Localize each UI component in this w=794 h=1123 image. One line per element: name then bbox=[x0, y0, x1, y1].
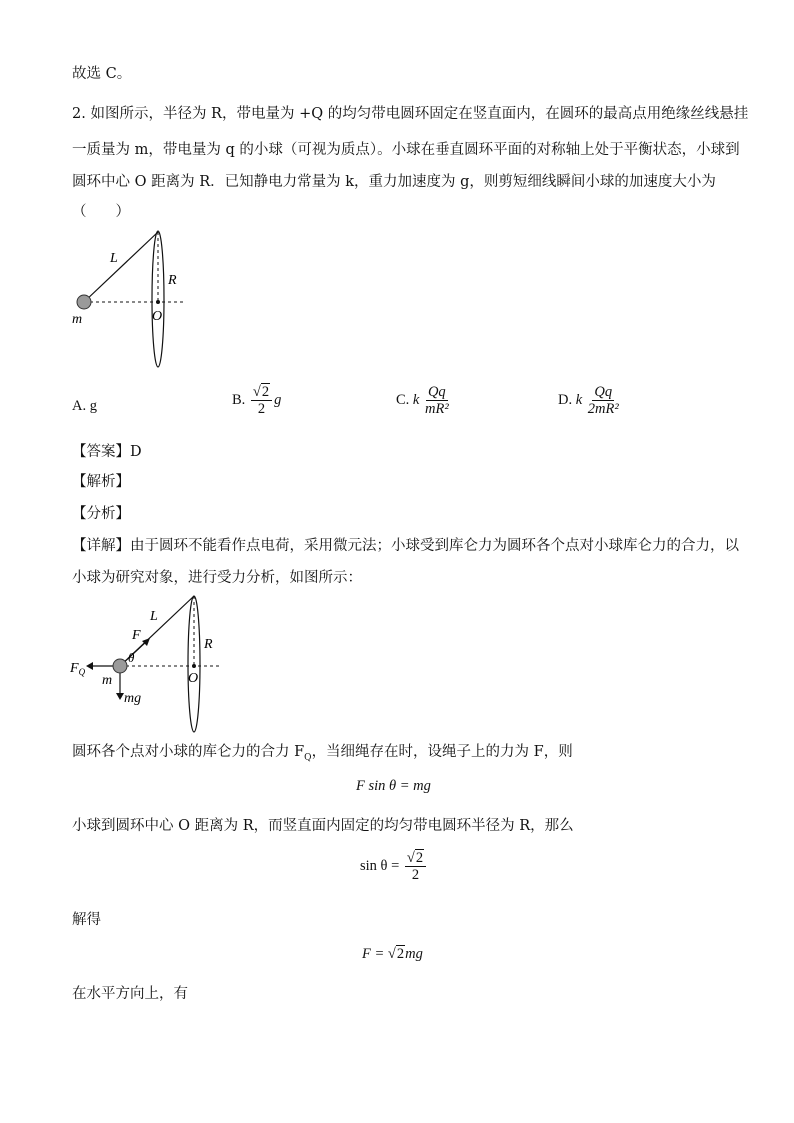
ball bbox=[113, 659, 127, 673]
equation-2-fraction: $\frac{√2}{2}$ bbox=[405, 850, 426, 883]
label-R: R bbox=[168, 273, 177, 288]
equation-2: sin θ = $\frac{√2}{2}$ bbox=[360, 850, 428, 883]
option-d-label: D. bbox=[558, 391, 573, 408]
option-b-label: B. bbox=[232, 391, 246, 408]
label-L: L bbox=[150, 609, 158, 624]
option-c-fraction: $\frac{Qq}{\text{mR²}}$ bbox=[424, 384, 449, 417]
detail-line-3: 圆环各个点对小球的库仑力的合力 $F_Q$，当细绳存在时，设绳子上的力为 F，则 bbox=[72, 744, 573, 763]
label-O: O bbox=[188, 671, 199, 686]
question-figure bbox=[70, 226, 200, 371]
label-m: m bbox=[102, 673, 113, 688]
horizontal-direction-line: 在水平方向上，有 bbox=[72, 986, 188, 1002]
question-line-2: 一质量为 m，带电量为 q 的小球（可视为质点）。小球在垂直圆环平面的对称轴上处于平衡状态，小球到 bbox=[72, 142, 740, 158]
equation-3: F = √2mg bbox=[362, 946, 423, 962]
fenxi-label: 【分析】 bbox=[72, 506, 130, 522]
answer-label: 【答案】D bbox=[72, 444, 142, 460]
equation-1: F sin θ = mg bbox=[356, 778, 431, 794]
question-line-1: 2. 如图所示，半径为 R，带电量为 +Q 的均匀带电圆环固定在竖直面内，在圆环的最高点用绝缘丝线悬挂 bbox=[72, 106, 749, 122]
option-c: C. k $\frac{Qq}{\text{mR²}}$ bbox=[396, 384, 449, 417]
label-R: R bbox=[204, 637, 213, 652]
option-d-fraction: $\frac{Qq}{\text{2mR²}}$ bbox=[587, 384, 619, 417]
jiede-label: 解得 bbox=[72, 912, 101, 928]
label-m: m bbox=[72, 312, 83, 327]
force-FQ-arrowhead bbox=[86, 662, 93, 670]
label-FQ: $F_Q$ bbox=[70, 661, 86, 677]
option-d: D. k $\frac{Qq}{\text{2mR²}}$ bbox=[558, 384, 619, 417]
label-theta: θ bbox=[128, 650, 135, 665]
prev-answer: 故选 C。 bbox=[72, 66, 132, 82]
force-diagram bbox=[70, 592, 230, 737]
detail-line-4: 小球到圆环中心 O 距离为 R，而竖直面内固定的均匀带电圆环半径为 R，那么 bbox=[72, 818, 574, 834]
jiexi-label: 【解析】 bbox=[72, 474, 130, 490]
option-c-label: C. bbox=[396, 391, 410, 408]
center-dot bbox=[192, 664, 196, 668]
option-b: B. $\frac{√2}{2}$ g bbox=[232, 384, 282, 417]
detail-line-2: 小球为研究对象，进行受力分析，如图所示： bbox=[72, 570, 362, 586]
label-O: O bbox=[152, 309, 163, 324]
center-dot bbox=[156, 300, 160, 304]
label-L: L bbox=[110, 251, 118, 266]
question-blank: （ ） bbox=[72, 204, 130, 220]
thread-line bbox=[84, 232, 158, 302]
detail-line-1: 【详解】由于圆环不能看作点电荷，采用微元法；小球受到库仑力为圆环各个点对小球库仑力的合力，以 bbox=[72, 538, 739, 554]
force-mg-arrowhead bbox=[116, 693, 124, 700]
question-line-3: 圆环中心 O 距离为 R．已知静电力常量为 k，重力加速度为 g，则剪短细线瞬间小球的加速度大小为 bbox=[72, 174, 716, 190]
label-mg: mg bbox=[124, 691, 142, 706]
option-a: A. g bbox=[72, 398, 97, 414]
ball bbox=[77, 295, 91, 309]
label-F: F bbox=[132, 628, 141, 643]
option-b-fraction: $\frac{√2}{2}$ bbox=[251, 384, 272, 417]
